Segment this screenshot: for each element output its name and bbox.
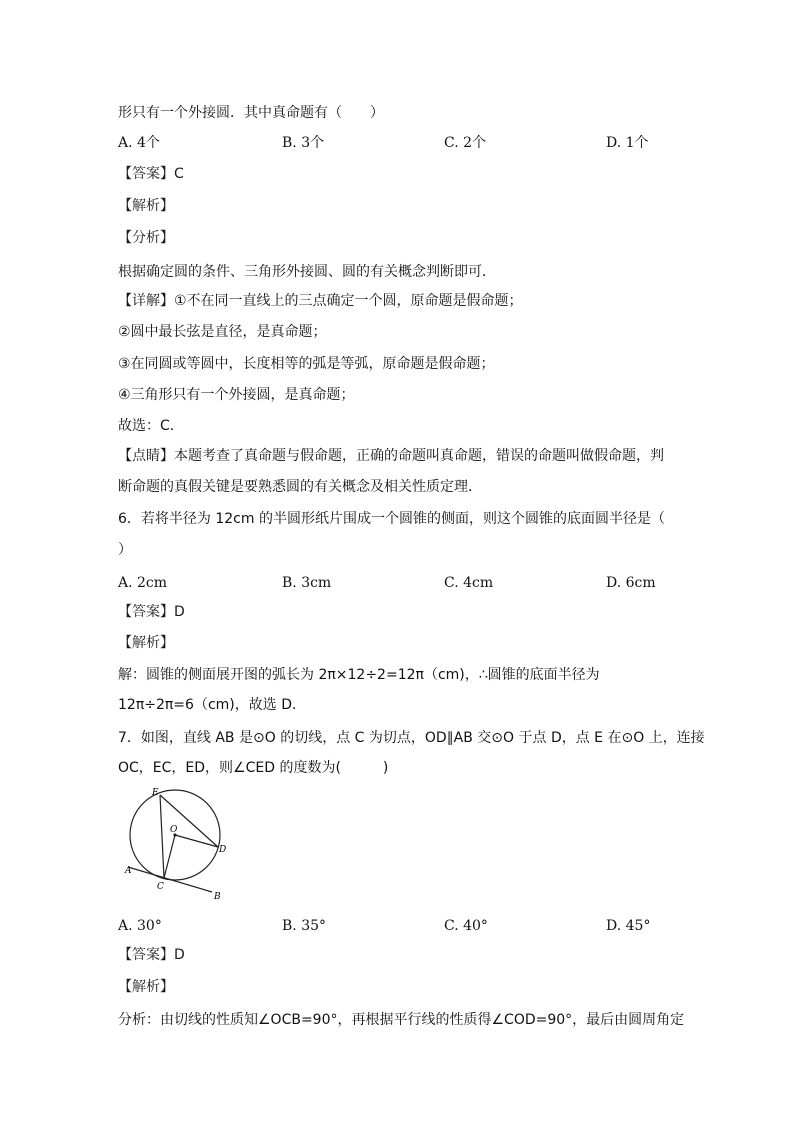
option-a: A. 30° [118,918,162,934]
label-a: A [125,866,132,876]
text-line: ③在同圆或等圆中，长度相等的弧是等弧，原命题是假命题； [118,356,495,372]
text-line: OC，EC，ED，则∠CED 的度数为( ) [118,760,389,776]
label-b: B [214,892,221,902]
geometry-figure [120,785,230,905]
segment-oc [164,835,175,878]
option-b: B. 35° [282,918,327,934]
text-line: 形只有一个外接圆．其中真命题有（ ） [118,105,384,121]
option-a: A. 4个 [118,135,160,151]
question-7: 7．如图，直线 AB 是⊙O 的切线，点 C 为切点，OD∥AB 交⊙O 于点 D，点 E 在⊙O 上，连接 [118,730,705,746]
text-line: ） [118,542,132,558]
analysis-heading: 【解析】 [118,635,174,651]
label-o: O [170,825,178,835]
option-c: C. 2个 [444,135,487,151]
text-line: 故选：C． [118,418,184,434]
segment-ec [160,795,164,878]
text-line: ②圆中最长弦是直径，是真命题； [118,324,327,340]
text-line: 分析：由切线的性质知∠OCB=90°，再根据平行线的性质得∠COD=90°，最后由圆周角定 [118,1012,685,1028]
text-line: 断命题的真假关键是要熟悉圆的有关概念及相关性质定理． [118,479,482,495]
option-b: B. 3cm [282,575,332,591]
option-a: A. 2cm [118,575,168,591]
label-c: C [157,882,164,892]
option-d: D. 6cm [606,575,656,591]
text-line: 根据确定圆的条件、三角形外接圆、圆的有关概念判断即可． [118,264,496,280]
analysis-heading: 【解析】 [118,198,174,214]
fenxi-heading: 【分析】 [118,230,174,246]
text-line: 12π÷2π=6（cm)，故选 D． [118,697,306,713]
text-line: 解：圆锥的侧面展开图的弧长为 2π×12÷2=12π（cm)，∴圆锥的底面半径为 [118,667,600,683]
analysis-heading: 【解析】 [118,979,174,995]
tangent-ab [128,867,212,892]
option-c: C. 40° [444,918,488,934]
option-b: B. 3个 [282,135,325,151]
option-d: D. 45° [606,918,651,934]
answer-label: 【答案】D [118,604,185,620]
answer-label: 【答案】D [118,947,185,963]
question-6: 6．若将半径为 12cm 的半圆形纸片围成一个圆锥的侧面，则这个圆锥的底面圆半径是（ [118,511,665,527]
text-line: ④三角形只有一个外接圆，是真命题； [118,387,355,403]
label-d: D [219,845,227,855]
answer-label: 【答案】C [118,166,184,182]
option-c: C. 4cm [444,575,494,591]
label-e: E [152,788,159,798]
text-line: 【点睛】本题考查了真命题与假命题，正确的命题叫真命题，错误的命题叫做假命题，判 [118,448,664,464]
text-line: 【详解】①不在同一直线上的三点确定一个圆，原命题是假命题； [118,293,523,309]
option-d: D. 1个 [606,135,649,151]
